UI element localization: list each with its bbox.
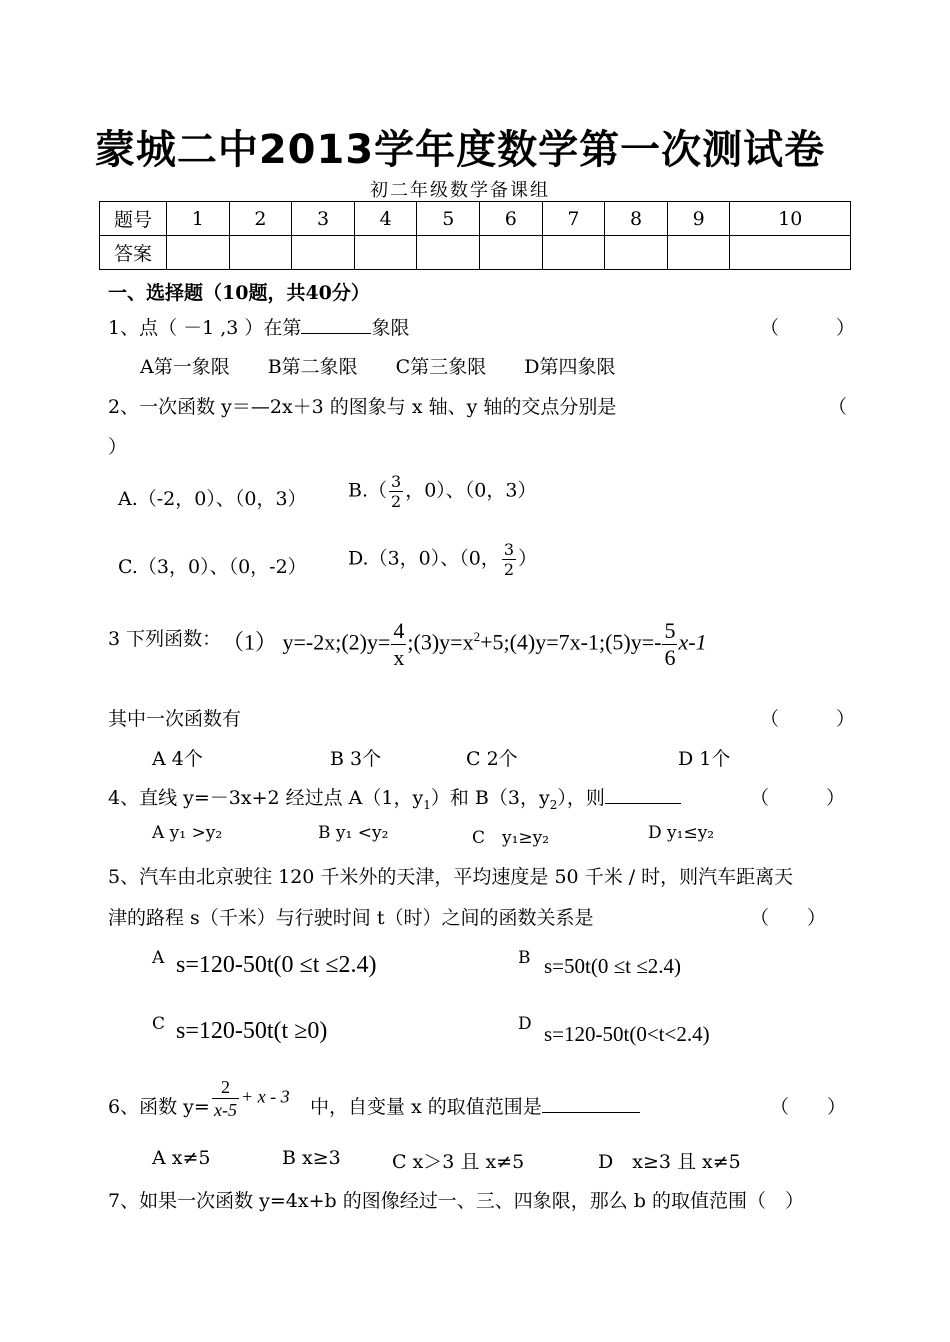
q6-paren: （ ）: [770, 1096, 847, 1118]
q4-option-b: B y₁ <y₂: [318, 823, 389, 843]
row-header-answer: 答案: [100, 236, 167, 270]
answer-cell[interactable]: [542, 236, 605, 270]
answer-cell[interactable]: [354, 236, 417, 270]
answer-cell[interactable]: [229, 236, 292, 270]
q2-paren-open: （: [828, 396, 848, 418]
answer-cell[interactable]: [292, 236, 355, 270]
formula-part: （1） y=-2x;(2)y=: [222, 629, 391, 655]
q2-option-c: C.（3，0）、（0，-2）: [118, 556, 307, 578]
q5-paren: （ ）: [750, 907, 827, 929]
q4-option-a: A y₁ >y₂: [152, 823, 223, 843]
q3-option-d: D 1个: [678, 748, 731, 770]
q5-option-d: s=120-50t(0<t<2.4): [544, 1022, 710, 1046]
fraction: [212, 1076, 239, 1121]
q4-stem: ），则: [557, 787, 605, 809]
answer-table: [99, 201, 851, 270]
question-number-cell: 6: [480, 202, 543, 236]
q2-paren-close: ）: [108, 436, 128, 458]
question-number-cell: 7: [542, 202, 605, 236]
question-6-formula: [210, 1076, 290, 1121]
formula-part: x-1: [678, 629, 707, 655]
q2-option-d-post: ）: [518, 547, 538, 570]
question-number-cell: 10: [730, 202, 851, 236]
q2-option-b-post: ，0）、（0，3）: [405, 479, 537, 502]
formula-part: +5;(4)y=7x-1;(5)y=-: [480, 629, 662, 655]
formula-part: ;(3)y=x: [407, 629, 474, 655]
question-number-cell: 8: [605, 202, 668, 236]
q5-label-b: B: [518, 948, 531, 968]
question-6: [310, 1092, 640, 1119]
subscript: 1: [423, 797, 431, 812]
question-number-cell: 9: [667, 202, 730, 236]
q6-option-a: A x≠5: [152, 1147, 211, 1169]
question-4: [108, 783, 681, 812]
answer-cell[interactable]: [167, 236, 230, 270]
superscript: 2: [473, 629, 481, 645]
q4-stem: ）和 B（3，y: [430, 787, 550, 809]
q3-paren: （ ）: [760, 708, 856, 730]
q6-option-c: C x＞3 且 x≠5: [392, 1151, 525, 1173]
table-row: [100, 236, 851, 270]
fraction-numerator: 2: [212, 1076, 239, 1099]
q2-option-b: [348, 472, 536, 511]
q2-option-d: [348, 540, 537, 579]
answer-cell[interactable]: [417, 236, 480, 270]
q3-option-a: A 4个: [152, 748, 203, 770]
q6-option-b: B x≥3: [282, 1147, 341, 1169]
fraction-denominator: 6: [664, 645, 676, 670]
fraction-numerator: 3: [503, 540, 515, 559]
q2-option-b-pre: B.（: [348, 479, 388, 502]
row-header-number: 题号: [100, 202, 167, 236]
q4-stem: 4、直线 y=－3x+2 经过点 A（1，y: [108, 787, 424, 809]
fraction: [391, 618, 406, 671]
fraction-denominator: x-5: [214, 1100, 237, 1120]
q1-paren: （ ）: [760, 317, 856, 339]
q5-option-a: s=120-50t(0 ≤t ≤2.4): [176, 952, 377, 978]
fraction-numerator: 4: [393, 618, 405, 643]
fraction: [502, 540, 516, 579]
fraction-denominator: 2: [391, 492, 402, 511]
question-number-cell: 1: [167, 202, 230, 236]
q4-option-d: D y₁≤y₂: [648, 823, 715, 843]
question-7: 7、如果一次函数 y=4x+b 的图像经过一、三、四象限，那么 b 的取值范围（ ）: [108, 1190, 804, 1212]
q4-blank[interactable]: [605, 802, 681, 804]
q5-label-d: D: [518, 1014, 532, 1034]
table-row: [100, 202, 851, 236]
q5-option-c: s=120-50t(t ≥0): [176, 1018, 328, 1044]
question-number-cell: 4: [354, 202, 417, 236]
q4-paren: （ ）: [750, 787, 846, 809]
q1-stem-end: 象限: [371, 317, 410, 339]
page-subtitle: 初二年级数学备课组: [370, 180, 550, 201]
q5-option-b: s=50t(0 ≤t ≤2.4): [544, 954, 681, 978]
fraction: [662, 618, 677, 671]
answer-cell[interactable]: [730, 236, 851, 270]
fraction-denominator: x: [393, 645, 405, 670]
question-number-cell: 5: [417, 202, 480, 236]
answer-cell[interactable]: [480, 236, 543, 270]
answer-cell[interactable]: [605, 236, 668, 270]
question-number-cell: 3: [292, 202, 355, 236]
fraction-denominator: 2: [503, 560, 515, 579]
subscript: 2: [549, 797, 558, 812]
q2-option-a: A.（-2，0）、（0，3）: [118, 488, 307, 510]
q6-blank[interactable]: [542, 1111, 640, 1113]
question-5-line2: 津的路程 s（千米）与行驶时间 t（时）之间的函数关系是: [108, 907, 594, 929]
answer-cell[interactable]: [667, 236, 730, 270]
question-5-line1: 5、汽车由北京驶往 120 千米外的天津，平均速度是 50 千米 / 时，则汽车距离天: [108, 866, 794, 888]
fraction: [389, 472, 403, 511]
question-6-stem: 6、函数 y=: [108, 1096, 210, 1118]
q5-label-a: A: [152, 948, 165, 968]
q3-stem: 其中一次函数有: [108, 708, 242, 730]
q2-option-d-pre: D.（3，0）、（0，: [348, 547, 500, 570]
q1-stem: 1、点（ －1 ,3 ）在第: [108, 317, 302, 339]
q1-blank[interactable]: [301, 332, 371, 334]
question-2: 2、一次函数 y＝—2x＋3 的图象与 x 轴、y 轴的交点分别是: [108, 396, 617, 418]
q6-stem: 中，自变量 x 的取值范围是: [310, 1096, 542, 1118]
fraction-numerator: 3: [391, 472, 402, 491]
section-heading: 一、选择题（10题，共40分）: [108, 282, 370, 304]
q3-option-c: C 2个: [466, 748, 518, 770]
q5-label-c: C: [152, 1014, 166, 1034]
question-3-lead: 3 下列函数：: [108, 628, 222, 650]
question-3-formula: [222, 618, 707, 671]
q1-options: A第一象限 B第二象限 C第三象限 D第四象限: [140, 356, 616, 378]
q3-option-b: B 3个: [330, 748, 382, 770]
question-1: [108, 313, 409, 340]
page-title: 蒙城二中2013学年度数学第一次测试卷: [94, 127, 826, 173]
q4-option-c: C y₁≥y₂: [472, 828, 550, 848]
question-number-cell: 2: [229, 202, 292, 236]
fraction-numerator: 5: [664, 618, 676, 643]
q6-option-d: D x≥3 且 x≠5: [598, 1151, 741, 1173]
formula-part: + x - 3: [240, 1086, 290, 1107]
